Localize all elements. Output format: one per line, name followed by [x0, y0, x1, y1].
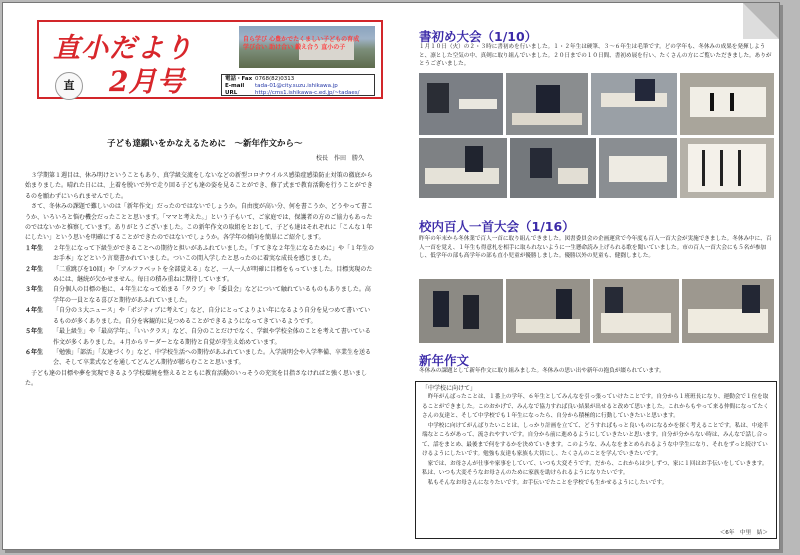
karuta-photo	[682, 279, 774, 343]
school-building-photo	[239, 26, 375, 68]
grade-item: ２年生 「二重跳びを10回」や「アルファベットを全部覚える」など、一人一人が明確に目標をもっていました。目標実現のためには、継続が欠かせません。毎日の積み重ねに期待しています。	[25, 265, 373, 284]
essay-paragraph: 私もそんなお母さんになりたいです。お手伝いでたことを学校でも生かせるようにしたいです。	[427, 479, 668, 486]
newsletter-page	[2, 2, 780, 550]
article-paragraph: さて、冬休みの課題で難しいのは「新年作文」だったのではないでしょうか。自由度が高い分、何を書こうか、どうやって書こうか、いろいろと悩む機会だったことと思います。「ママと考えた。」という子もいて、ご家庭では、保護者の方のご協力もあったのではないかと推察しています。ありがとうございました。この新年作文の取組をとおして、子ども達はそれぞれに「こんな１年にしたい」という思いを明確にすることができたのではないでしょうか。各学年の傾向を簡単にご紹介します。	[25, 203, 373, 242]
essay-intro: 冬休みの課題として新年作文に取り組みました。冬休みの思い出や新年の抱負が綴られています。	[419, 368, 665, 374]
karuta-heading: 校内百人一首大会（1/16）	[419, 219, 575, 234]
newsletter-title: 直小だより	[53, 33, 193, 64]
essay-box	[415, 381, 777, 539]
calligraphy-photo	[599, 138, 677, 198]
article-headline: 子ども達願いをかなえるために ～新年作文から～	[107, 139, 303, 149]
grade-item: ３年生 自分個人の目標の他に、４年生になって始まる「クラブ」や「委員会」などについて触れているものもありました。高学年の一員となる喜びと期待があふれていました。	[25, 286, 371, 304]
contact-url: URL http://cms1.ishikawa-c.ed.jp/~tadaes/	[225, 90, 360, 96]
karuta-text: 昨年の年末から冬休業で百人一首に取り組んできました。図書委員会の企画運営で今年度も百人一首大会が実施できました。冬休み中に、百人一首を覚え、１年生も得意札を相手に取られないように一生懸命読み上げられる歌を聞いていました。市の百人一首大会にも５名が参加し、低学年の部も高学年の部も直小児童が優勝しました。優勝以外の児童も、健闘しました。	[419, 236, 772, 260]
contact-box	[221, 74, 375, 96]
article-body	[25, 171, 375, 390]
karuta-photo	[419, 279, 503, 343]
calligraphy-photo	[680, 73, 774, 135]
calligraphy-photo	[510, 138, 596, 198]
calligraphy-text: １月１０日（火）の２・３時に書初めを行いました。１・２年生は硬筆、３～６年生は毛筆です。どの学年も、冬休みの成果を発揮しようと、凛とした空気の中、真剣に取り組んでいました。２０日までの１０日間、書初め展を行い、たくさんの方にご覧いただきました。ありがとうございました。	[419, 44, 772, 68]
article-paragraph: ３学期第１週目は、休み明けということもあり、真学級交流をしないなどの新型コロナウイルス感染症感染防止対策の徹底から始まりました。晴れた日には、上着を脱いで外で走り回る子ども達の姿を見ることができ、修了式まで教育活動を行うことができるのを願わずにいられませんでした。	[25, 172, 373, 200]
calligraphy-photo	[680, 138, 774, 198]
page-fold-corner	[743, 3, 779, 39]
calligraphy-photo	[591, 73, 677, 135]
essay-paragraph: 中学校に向けてがんばりたいことは、しっかり計画を立てて、どうすればもっと良いものになるかを探く考えることです。私は、中途半端なところがあって、流されやすいです。自分から前に進めるようにしていきたいと思います。自分が分からない時は、みんなで話し合って、話をまとめ、最後まで何をするかを決めていきます。このような、みんなをまとめられるような中学生になり、それをずっと続けていけるようにしたいです。勉強も友達も家族も大切にし、たくさんのことを学んでいきたいです。	[422, 422, 769, 457]
calligraphy-photo	[419, 138, 507, 198]
grade-item: １年生 ２年生になって下級生ができることへの期待と担いがあふれていました。「すてきな２年生になるために」や「１年生のお手本」などという言葉書かれていました。ついこの間入学したと思ったのに着実な成長を感じました。	[25, 244, 374, 263]
essay-signature: ＜6年 中里 結＞	[719, 530, 768, 536]
masthead	[37, 20, 383, 99]
grade-item: ６年生 「勉強」「部活」「友達づくり」など、中学校生活への期待があふれていました。入学説明会や入学準備、卒業生を送る会、そして卒業式などを通してどんどん期待が膨らむことと思います。	[25, 348, 372, 367]
grade-item: ４年生 「自分の３大ニュース」や「ポジティブに考えて」など、自分にとってよりよい年になるよう自分を見つめて書いているものが多くありました。自分を客観的に見つめることができるようになってきているようです。	[25, 307, 371, 325]
grade-item: ５年生 「最上級生」や「最高学年」、「いいクラス」など、自分のことだけでなく、学級や学校全体のことを考えて書いている作文が多くありました。４月からリーダーとなる期待と自覚が芽生え始めています。	[25, 328, 371, 346]
article-author: 校長 作田 勝久	[316, 155, 365, 162]
essay-title: 「中学校に向けて」	[422, 385, 477, 392]
essay-body	[422, 393, 770, 488]
article-closing: 子ども達の目標や夢を実現できるよう学校環境を整えるとともに教育活動のいっそうの充実を目指さなければと強く思いました。	[25, 369, 368, 388]
newsletter-issue: 2月号	[109, 65, 185, 98]
karuta-photo	[593, 279, 679, 343]
essay-paragraph: 昨年がんばったことは、１番上の学年、６年生としてみんなを引っ張っていけたことです。自分から１班班長になり、運動会で１位を取ることができました。このおかげで、みんなで協力すれば良い結果が出せると改めて思いました。これからもやって来る仲間になってたくさんの友達と、そして中学校でも１年生になったら、自分から積極的に行動していきたいと思います。	[422, 394, 769, 419]
contact-phone: 電話・Fax 0768(82)0313	[225, 76, 295, 82]
essay-heading: 新年作文	[419, 353, 470, 368]
karuta-photo	[506, 279, 590, 343]
school-motto: 自ら学び 心豊かでたくましい子どもの育成 学び合い 助け合い 鍛え合う 直小の子	[243, 36, 366, 51]
calligraphy-heading: 書初め大会（1/10）	[419, 29, 538, 44]
school-crest-icon: 直	[55, 72, 83, 100]
contact-email: E-mail tada-01@city.suzu.ishikawa.jp	[225, 83, 338, 89]
calligraphy-photo	[506, 73, 588, 135]
essay-paragraph: 家では、お母さんが仕事や家事をしていて、いつも大変そうです。だから、これからは少しずつ、家に１回はお手伝いをしていきます。私は、いつも大変そうなお母さんのために家族を助けられるようになりたいです。	[422, 460, 768, 476]
calligraphy-photo	[419, 73, 503, 135]
